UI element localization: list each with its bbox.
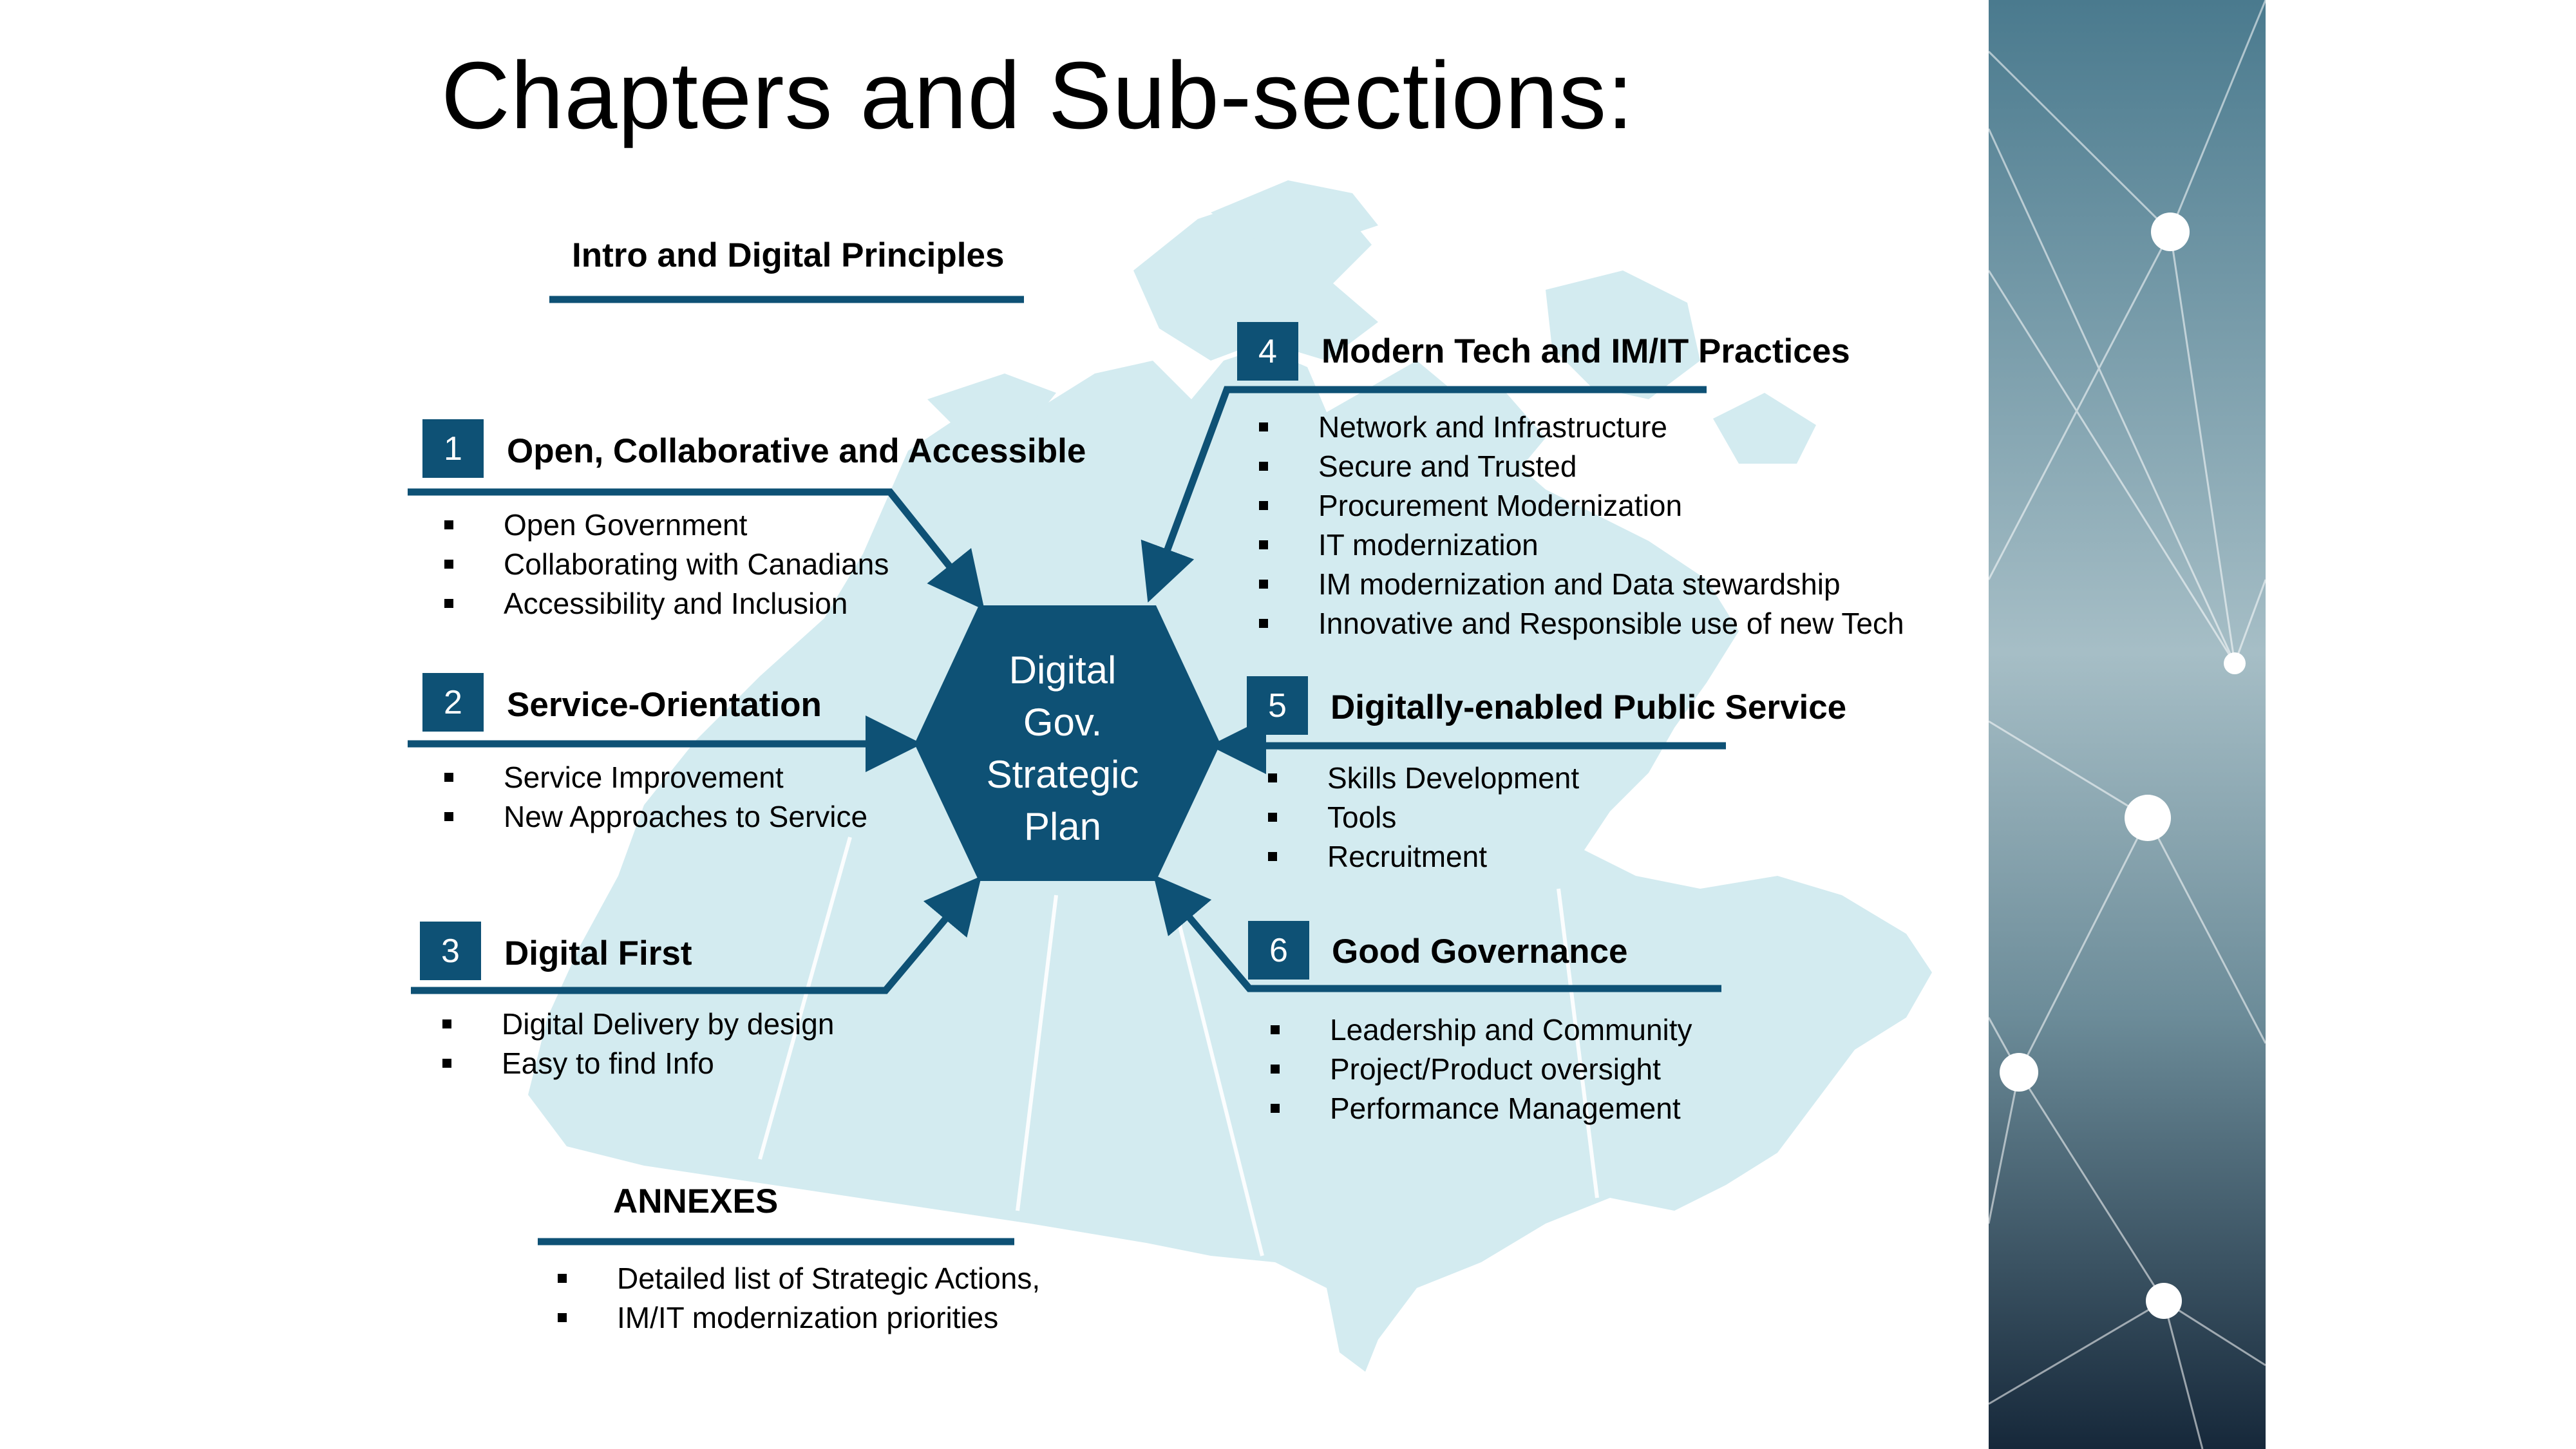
- list-item: Secure and Trusted: [1259, 447, 1904, 486]
- list-item: IM/IT modernization priorities: [558, 1298, 1040, 1338]
- list-item: Procurement Modernization: [1259, 486, 1904, 526]
- list-item: IT modernization: [1259, 526, 1904, 565]
- section-list: [442, 1005, 834, 1083]
- section-heading: Open, Collaborative and Accessible: [507, 432, 1086, 470]
- section-number: 4: [1237, 322, 1298, 381]
- center-label-line: Strategic: [986, 753, 1139, 796]
- section-list: [444, 758, 867, 837]
- section-number: 3: [420, 922, 481, 980]
- slide-title: Chapters and Sub-sections:: [441, 43, 1634, 149]
- list-item: Service Improvement: [444, 758, 867, 797]
- list-item: Project/Product oversight: [1271, 1050, 1692, 1089]
- section-heading: Good Governance: [1332, 933, 1628, 971]
- list-item: Accessibility and Inclusion: [444, 584, 889, 623]
- list-item: Recruitment: [1268, 837, 1579, 876]
- list-item: Easy to find Info: [442, 1044, 834, 1083]
- section-list: [1271, 1010, 1692, 1128]
- center-label-line: Gov.: [1023, 701, 1103, 744]
- list-item: New Approaches to Service: [444, 797, 867, 837]
- annexes-heading: ANNEXES: [613, 1182, 779, 1220]
- section-number: 1: [422, 419, 484, 478]
- section-heading: Digital First: [504, 934, 692, 972]
- section-number: 6: [1248, 921, 1309, 980]
- list-item: Leadership and Community: [1271, 1010, 1692, 1050]
- center-label-line: Plan: [1023, 805, 1102, 848]
- center-label: [927, 644, 1198, 853]
- list-item: IM modernization and Data stewardship: [1259, 565, 1904, 604]
- list-item: Open Government: [444, 506, 889, 545]
- section-heading: Service-Orientation: [507, 686, 822, 724]
- list-item: Digital Delivery by design: [442, 1005, 834, 1044]
- list-item: Network and Infrastructure: [1259, 408, 1904, 447]
- section-list: [1268, 759, 1579, 876]
- section-heading: Digitally-enabled Public Service: [1331, 688, 1847, 726]
- list-item: Tools: [1268, 798, 1579, 837]
- list-item: Performance Management: [1271, 1089, 1692, 1128]
- section-heading: Modern Tech and IM/IT Practices: [1321, 332, 1850, 370]
- list-item: Detailed list of Strategic Actions,: [558, 1259, 1040, 1298]
- annexes-list: [558, 1259, 1040, 1338]
- intro-heading: Intro and Digital Principles: [572, 236, 1005, 274]
- section-number: 5: [1247, 676, 1308, 735]
- section-number: 2: [422, 673, 484, 732]
- center-label-line: Digital: [1009, 649, 1117, 692]
- list-item: Innovative and Responsible use of new Tech: [1259, 604, 1904, 643]
- section-list: [1259, 408, 1904, 643]
- section-list: [444, 506, 889, 623]
- list-item: Collaborating with Canadians: [444, 545, 889, 584]
- list-item: Skills Development: [1268, 759, 1579, 798]
